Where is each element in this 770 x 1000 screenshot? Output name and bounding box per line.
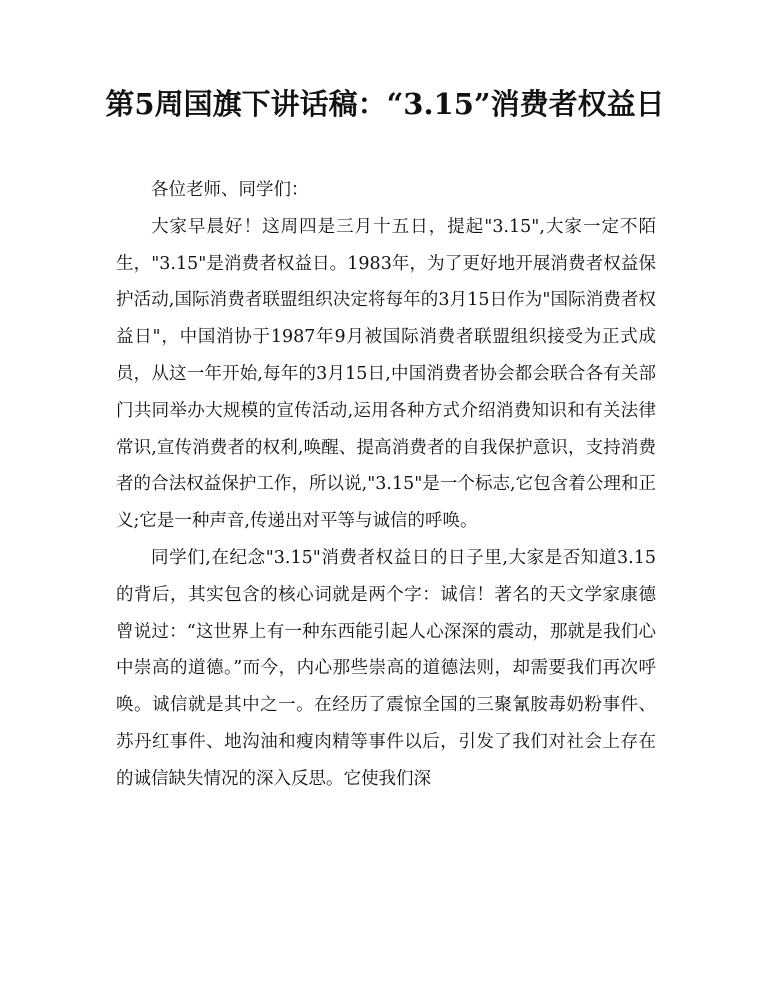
paragraph-consumer-rights-day: 大家早晨好！这周四是三月十五日，提起"3.15",大家一定不陌生，"3.15"是消费者权益日。1983年，为了更好地开展消费者权益保护活动,国际消费者联盟组织决定将每年的3月15日作为"国际消费者权益日"，中国消协于1987年9月被国际消费者联盟组织接受为正式成员，从这一年开始,每年的3月15日,中国消费者协会都会联合各有关部门共同举办大规模的宣传活动,运用各种方式介绍消费知识和有关法律常识,宣传消费者的权利,唤醒、提高消费者的自我保护意识，支持消费者的合法权益保护工作，所以说,"3.15"是一个标志,它包含着公理和正义;它是一种声音,传递出对平等与诚信的呼唤。 [116, 216, 656, 532]
document-title: 第5周国旗下讲话稿：“3.15”消费者权益日 [105, 87, 665, 121]
paragraph-integrity: 同学们,在纪念"3.15"消费者权益日的日子里,大家是否知道3.15的背后，其实包含的核心词就是两个字：诚信！著名的天文学家康德曾说过：“这世界上有一种东西能引起人心深深的震动，那就是我们心中崇高的道德。”而今，内心那些崇高的道德法则，却需要我们再次呼唤。诚信就是其中之一。在经历了震惊全国的三聚氰胺毒奶粉事件、苏丹红事件、地沟油和瘦肉精等事件以后，引发了我们对社会上存在的诚信缺失情况的深入反思。它使我们深 [116, 547, 656, 789]
document-body [116, 172, 656, 798]
paragraph-greeting: 各位老师、同学们： [151, 180, 309, 200]
